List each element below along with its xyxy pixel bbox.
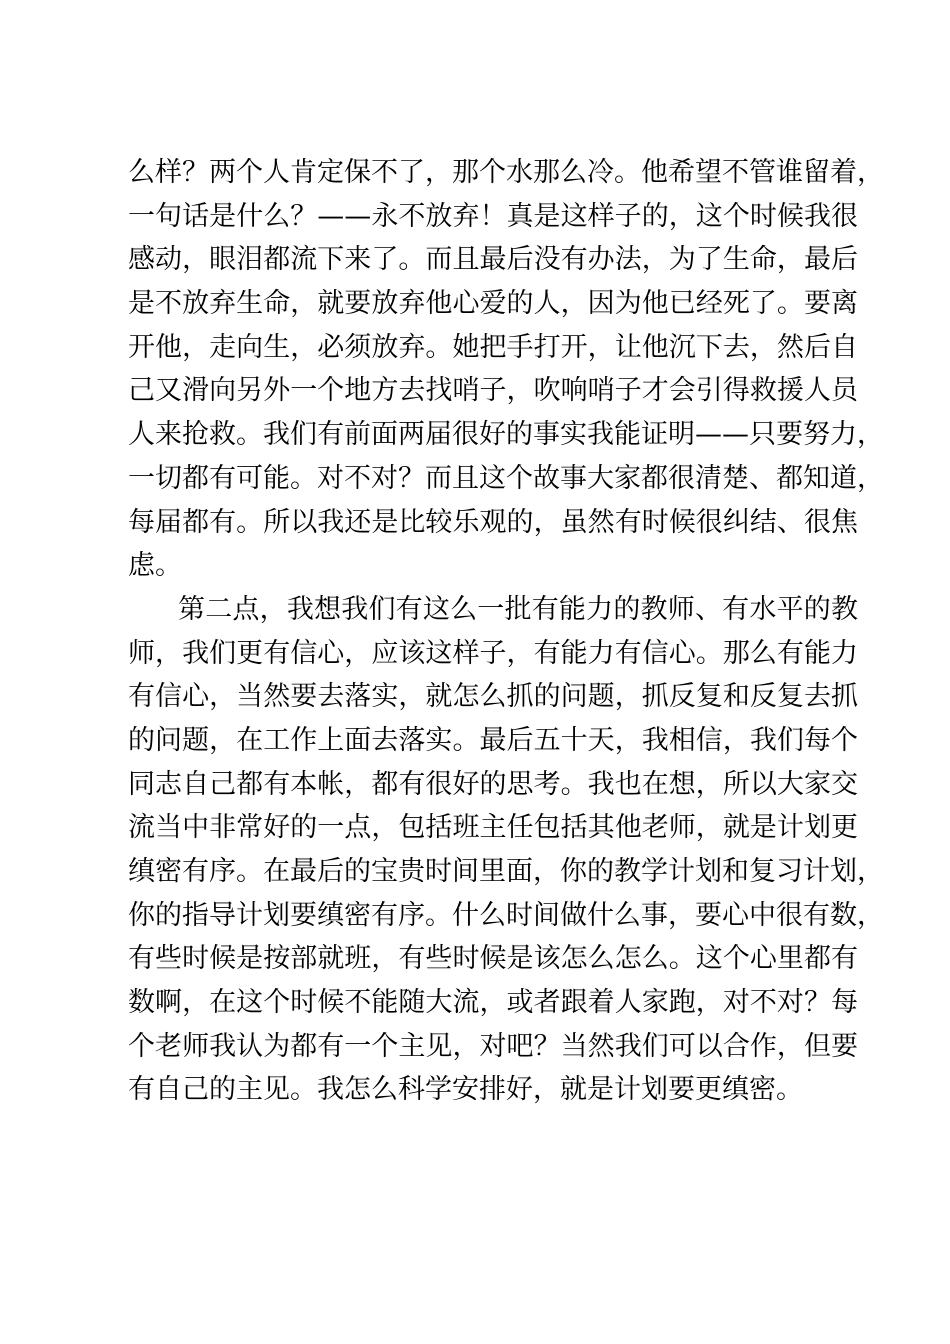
text-line: 缜密有序。在最后的宝贵时间里面，你的教学计划和复习计划， [128, 856, 884, 887]
paragraph-start-line: 第二点，我想我们有这么一批有能力的教师、有水平的教 [178, 593, 858, 625]
text-line: 个老师我认为都有一个主见，对吧？当然我们可以合作，但要 [128, 1030, 858, 1062]
text-line: 师，我们更有信心，应该这样子，有能力有信心。那么有能力 [128, 637, 858, 669]
text-line: 么样？两个人肯定保不了，那个水那么冷。他希望不管谁留着， [128, 157, 884, 188]
text-line: 一句话是什么？——永不放弃！真是这样子的，这个时候我很 [128, 200, 858, 232]
text-line: 有自己的主见。我怎么科学安排好，就是计划要更缜密。 [128, 1074, 803, 1106]
text-line: 有些时候是按部就班，有些时候是该怎么怎么。这个心里都有 [128, 943, 858, 975]
text-line: 人来抢救。我们有前面两届很好的事实我能证明——只要努力， [128, 419, 884, 451]
text-line: 己又滑向另外一个地方去找哨子，吹响哨子才会引得救援人员 [128, 375, 858, 407]
text-line: 感动，眼泪都流下来了。而且最后没有办法，为了生命，最后 [128, 244, 858, 276]
text-line: 有信心，当然要去落实，就怎么抓的问题，抓反复和反复去抓 [128, 681, 858, 713]
text-line: 同志自己都有本帐，都有很好的思考。我也在想，所以大家交 [128, 768, 858, 800]
text-line: 开他，走向生，必须放弃。她把手打开，让他沉下去，然后自 [128, 331, 858, 363]
text-line: 是不放弃生命，就要放弃他心爱的人，因为他已经死了。要离 [128, 288, 858, 320]
text-line: 一切都有可能。对不对？而且这个故事大家都很清楚、都知道， [128, 462, 884, 494]
text-line: 每届都有。所以我还是比较乐观的，虽然有时候很纠结、很焦 [128, 506, 858, 538]
text-line: 的问题，在工作上面去落实。最后五十天，我相信，我们每个 [128, 724, 858, 756]
text-line: 你的指导计划要缜密有序。什么时间做什么事，要心中很有数， [128, 899, 884, 931]
text-line: 数啊，在这个时候不能随大流，或者跟着人家跑，对不对？每 [128, 987, 858, 1019]
body-text [128, 151, 884, 1112]
text-line: 流当中非常好的一点，包括班主任包括其他老师，就是计划更 [128, 812, 858, 844]
text-line: 虑。 [128, 550, 182, 582]
